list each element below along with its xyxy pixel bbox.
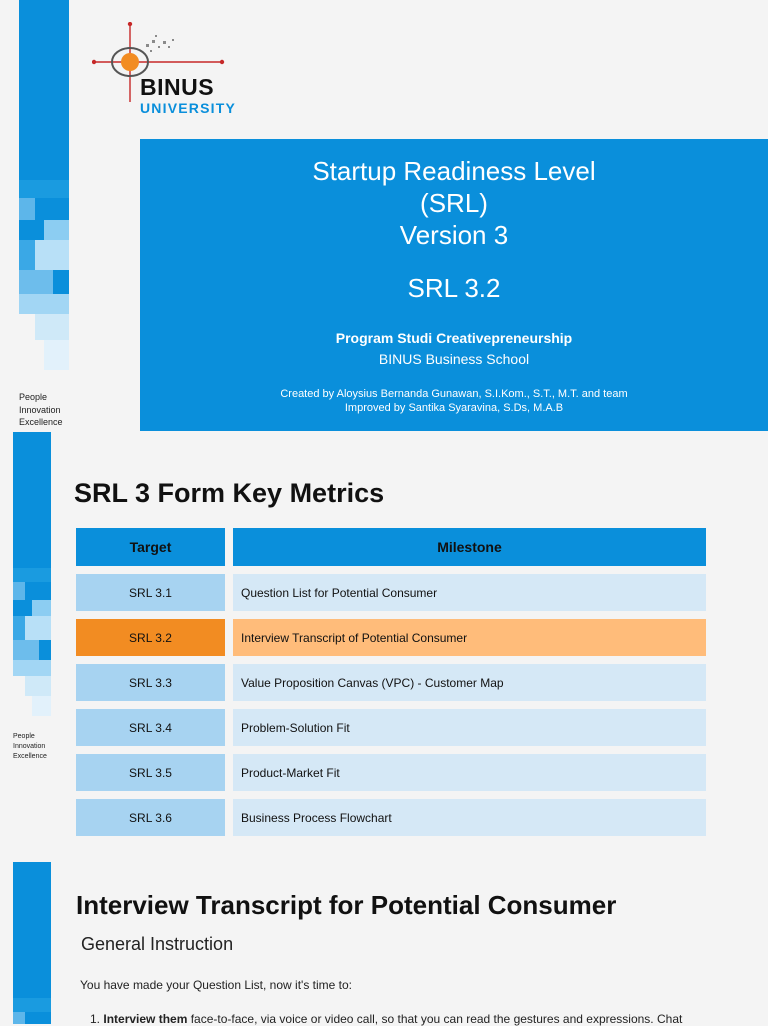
target-cell: SRL 3.3 — [76, 664, 225, 701]
left-mosaic-pattern — [13, 568, 51, 716]
section-title: SRL 3 Form Key Metrics — [74, 478, 385, 508]
target-cell: SRL 3.5 — [76, 754, 225, 791]
milestone-cell: Problem-Solution Fit — [233, 709, 706, 746]
tagline: People Innovation Excellence — [19, 392, 63, 427]
credits: Created by Aloysius Bernanda Gunawan, S.I.Kom., S.T., M.T. and team Improved by Santika Syaravina, S.Ds, M.A.B — [280, 388, 628, 414]
section-title: Interview Transcript for Potential Consumer — [76, 890, 617, 920]
instruction-item: 1. Interview them face-to-face, via voice or video call, so that you can read the gestures and expressions. Chat — [90, 1012, 683, 1026]
header-milestone: Milestone — [233, 528, 706, 566]
title-slide — [0, 0, 768, 432]
slide-title: Startup Readiness Level (SRL) Version 3 — [312, 156, 596, 250]
milestone-cell: Question List for Potential Consumer — [233, 574, 706, 611]
left-brand-strip — [13, 862, 51, 998]
intro-text: You have made your Question List, now it's time to: — [80, 978, 352, 992]
srl-code: SRL 3.2 — [407, 273, 501, 303]
milestone-cell-highlighted: Interview Transcript of Potential Consumer — [233, 619, 706, 656]
logo-wordmark: BINUS — [140, 74, 215, 100]
target-cell: SRL 3.4 — [76, 709, 225, 746]
section-subtitle: General Instruction — [81, 934, 234, 954]
left-brand-strip — [13, 432, 51, 568]
header-target: Target — [76, 528, 225, 566]
left-mosaic-pattern — [13, 998, 51, 1024]
target-cell-highlighted: SRL 3.2 — [76, 619, 225, 656]
target-cell: SRL 3.6 — [76, 799, 225, 836]
milestone-cell: Business Process Flowchart — [233, 799, 706, 836]
school-name: BINUS Business School — [378, 351, 530, 367]
logo-subtitle: UNIVERSITY — [140, 100, 237, 116]
tagline: People Innovation Excellence — [13, 733, 47, 760]
left-brand-strip — [19, 0, 69, 180]
key-metrics-slide — [0, 432, 768, 852]
interview-instruction-slide — [0, 862, 768, 1024]
program-name: Program Studi Creativepreneurship — [335, 330, 573, 346]
milestone-cell: Product-Market Fit — [233, 754, 706, 791]
target-cell: SRL 3.1 — [76, 574, 225, 611]
milestone-cell: Value Proposition Canvas (VPC) - Customer Map — [233, 664, 706, 701]
title-panel — [140, 139, 768, 431]
left-mosaic-pattern — [19, 180, 69, 370]
